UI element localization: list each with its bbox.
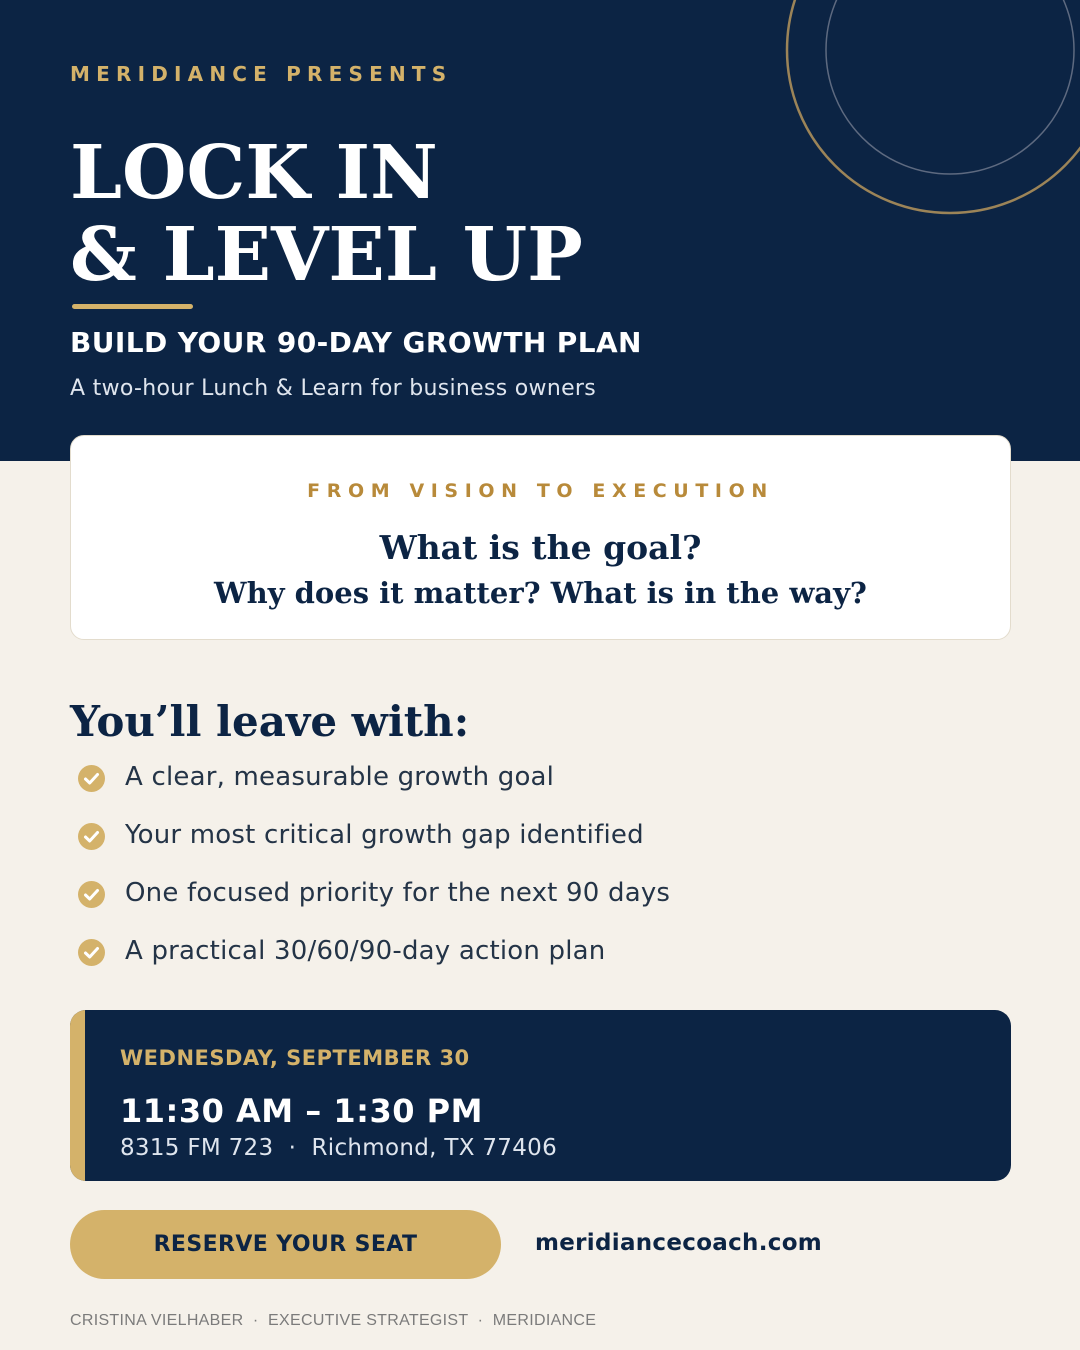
check-circle-icon <box>78 939 105 966</box>
headline-underline <box>72 304 193 309</box>
event-date: WEDNESDAY, SEPTEMBER 30 <box>120 1046 470 1070</box>
event-headline <box>70 132 583 296</box>
headline-line-1: LOCK IN <box>70 130 438 216</box>
benefit-text: A practical 30/60/90-day action plan <box>125 936 606 966</box>
hero-banner <box>0 0 1080 461</box>
check-circle-icon <box>78 765 105 792</box>
presenter-eyebrow: MERIDIANCE PRESENTS <box>70 62 453 86</box>
benefit-text: One focused priority for the next 90 days <box>125 878 671 908</box>
card-question-why: Why does it matter? What is in the way? <box>214 576 867 610</box>
event-tagline: A two-hour Lunch & Learn for business owners <box>70 376 597 401</box>
footer-credit: CRISTINA VIELHABER · EXECUTIVE STRATEGIST · MERIDIANCE <box>70 1312 597 1329</box>
headline-line-2: & LEVEL UP <box>70 212 583 298</box>
event-subhead: BUILD YOUR 90-DAY GROWTH PLAN <box>70 326 642 359</box>
card-question-goal: What is the goal? <box>379 528 702 567</box>
event-accent-bar <box>70 1010 85 1181</box>
benefit-text: A clear, measurable growth goal <box>125 762 555 792</box>
decorative-rings <box>780 0 1080 220</box>
check-circle-icon <box>78 823 105 850</box>
website-link[interactable]: meridiancecoach.com <box>535 1230 823 1256</box>
reserve-seat-button[interactable]: RESERVE YOUR SEAT <box>70 1210 501 1279</box>
event-details-panel <box>70 1010 1011 1181</box>
benefit-text: Your most critical growth gap identified <box>125 820 644 850</box>
card-eyebrow: FROM VISION TO EXECUTION <box>307 480 774 502</box>
questions-card <box>70 435 1011 640</box>
check-circle-icon <box>78 881 105 908</box>
event-time: 11:30 AM – 1:30 PM <box>120 1092 483 1130</box>
benefits-heading: You’ll leave with: <box>70 697 470 746</box>
event-location: 8315 FM 723 · Richmond, TX 77406 <box>120 1135 558 1161</box>
